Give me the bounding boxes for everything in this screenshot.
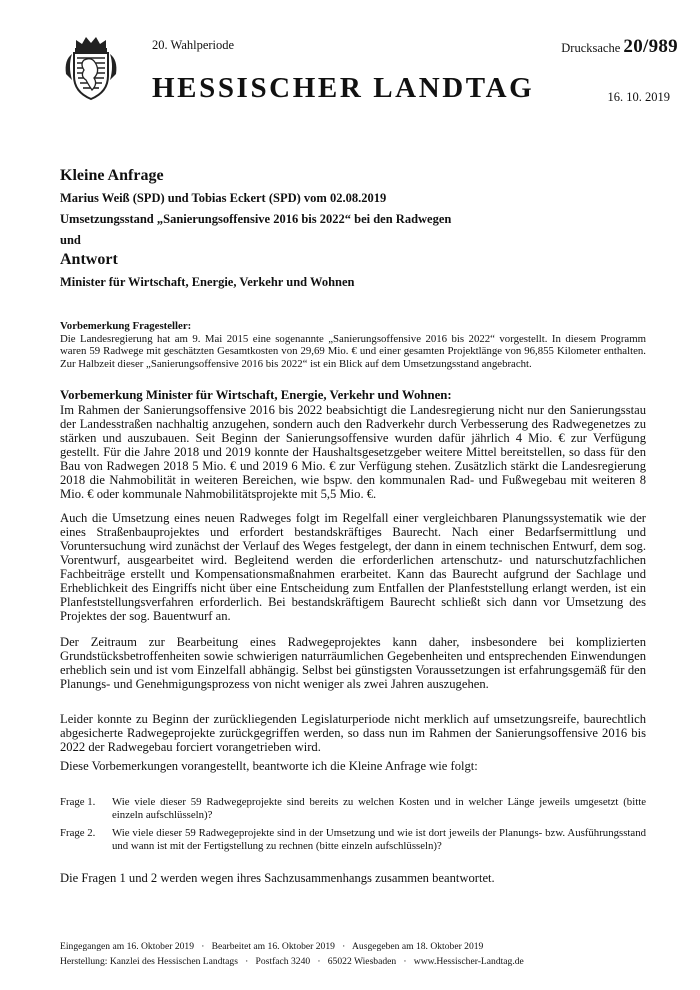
paragraph-4-wrap xyxy=(60,712,646,754)
question-2-text: Wie viele dieser 59 Radwegeprojekte sind in der Umsetzung und wie ist dort jeweils der Planungs- bzw. Ausführungsstand und wann ist mit der Fertigstellung zu rechnen (bitte einzeln aufschlüsseln)? xyxy=(112,827,646,852)
drucksache xyxy=(561,36,678,58)
minister-remark-paragraph-4: Leider konnte zu Beginn der zurückliegenden Legislaturperiode nicht merklich auf umsetzungsreife, baurechtlich abgesicherte Radwegeprojekte zurückgegriffen werden, so dass nun im Rahmen der Sanierungsoffensive 2016 bis 2022 der Radwegebau forciert vorangetrieben wird. xyxy=(60,712,646,755)
minister-remark-paragraph-2: Auch die Umsetzung eines neuen Radweges folgt im Regelfall einer vergleichbaren Planungssystematik wie der eines Straßenbauprojektes und erfordert bestandskräftiges Baurecht. Nach einer Bedarfsermittlung und Voruntersuchung wird zunächst der Verlauf des Weges festgelegt, der dann in einem technischen Entwurf, dem sog. Vorentwurf, ausgearbeitet wird. Begleitend werden die erforderlichen artenschutz- und naturschutzfachlichen Fachbeiträge erstellt und Kompensationsmaßnahmen erarbeitet. Kann das Baurecht aufgrund der Sachlage und Erheblichkeit des Eingriffs nicht über eine Entscheidung zum Entfallen der Planfeststellung erlangt werden, ist ein Planfeststellungsverfahren erforderlich. Bei bestandskräftigem Baurecht schließt sich dann vor Umsetzung des Projektes der sog. Bauentwurf an. xyxy=(60,511,646,624)
question-1-text: Wie viele dieser 59 Radwegeprojekte sind bereits zu welchen Kosten und in welcher Länge jeweils umgesetzt (bitte einzeln aufschlüsseln)? xyxy=(112,796,646,821)
fragesteller-text: Die Landesregierung hat am 9. Mai 2015 eine sogenannte „Sanierungsoffensive 2016 bis 2022“ vorgestellt. In diesem Programm waren 59 Radwege mit geschätzten Gesamtkosten von 29,69 Mio. € und einer gesamten Projektlänge von 96,855 Kilometer enthalten. Zur Halbzeit dieser „Sanierungsoffensive 2016 bis 2022“ ist ein Blick auf dem Umsetzungsstand angebracht. xyxy=(60,332,646,370)
minister-remark-title: Vorbemerkung Minister für Wirtschaft, Energie, Verkehr und Wohnen: xyxy=(60,388,452,402)
minister-remark-paragraph-5: Diese Vorbemerkungen vorangestellt, beantworte ich die Kleine Anfrage wie folgt: xyxy=(60,759,478,773)
minister-remark xyxy=(60,388,646,501)
footer-dates: Eingegangen am 16. Oktober 2019 · Bearbeitet am 16. Oktober 2019 · Ausgegeben am 18. Oktober 2019 xyxy=(60,941,484,952)
document-date: 16. 10. 2019 xyxy=(607,90,670,104)
minister-remark-paragraph-3: Der Zeitraum zur Bearbeitung eines Radwegeprojektes kann daher, insbesondere bei komplizierten Grundstücksbetroffenheiten sowie schwierigen naturräumlichen Gegebenheiten und entsprechenden Einwendungen erheblich sein und ist vom Einzelfall abhängig. Selbst bei günstigsten Voraussetzungen ist erfahrungsgemäß für den Planungs- und Genehmigungsprozess von nicht weniger als zwei Jahren auszugehen. xyxy=(60,635,646,692)
kleine-anfrage-heading: Kleine Anfrage xyxy=(60,167,164,184)
paragraph-3-wrap xyxy=(60,635,646,691)
document-heading xyxy=(60,167,660,296)
question-2-label: Frage 2. xyxy=(60,827,96,839)
authors-line: Marius Weiß (SPD) und Tobias Eckert (SPD) vom 02.08.2019 xyxy=(60,191,387,205)
closing-sentence: Die Fragen 1 und 2 werden wegen ihres Sachzusammenhangs zusammen beantwortet. xyxy=(60,871,495,885)
minister-remark-paragraph-1: Im Rahmen der Sanierungsoffensive 2016 bis 2022 beabsichtigt die Landesregierung nicht nur den Sanierungsstau der Landesstraßen nachhaltig anzugehen, sondern auch den Radverkehr durch Verbesserung des Radwegenetzes zu stärken und auszubauen. Seit Beginn der Sanierungsoffensive wurden dafür jährlich 4 Mio. € zur Verfügung gestellt. Für die Jahre 2018 und 2019 konnte der Haushaltsgesetzgeber weitere Mittel bereitstellen, so dass für den Bau von Radwegen 2018 5 Mio. € und 2019 6 Mio. € zur Verfügung stehen. Zusätzlich stärkt die Landesregierung 2018 die Nahmobilität in weiteren Bereichen, wie bspw. den kommunalen Rad- und Fußwegebau mit weiteren 8 Mio. € oder kommunale Nahmobilitätsprojekte mit 5,5 Mio. €. xyxy=(60,402,646,501)
subject-line: Umsetzungsstand „Sanierungsoffensive 2016 bis 2022“ bei den Radwegen xyxy=(60,212,452,226)
parliament-title: HESSISCHER LANDTAG xyxy=(152,72,535,104)
hesse-coat-of-arms-icon xyxy=(62,34,120,102)
question-1 xyxy=(60,796,646,821)
drucksache-number: 20/989 xyxy=(623,36,678,57)
fragesteller-remark xyxy=(60,320,646,370)
fragesteller-title: Vorbemerkung Fragesteller: xyxy=(60,320,192,332)
footer-publisher: Herstellung: Kanzlei des Hessischen Landtags · Postfach 3240 · 65022 Wiesbaden · www.Hessischer-Landtag.de xyxy=(60,956,524,967)
und-line: und xyxy=(60,233,81,247)
question-1-label: Frage 1. xyxy=(60,796,96,808)
drucksache-label: Drucksache xyxy=(561,41,621,55)
antwort-heading: Antwort xyxy=(60,251,118,268)
legislative-period: 20. Wahlperiode xyxy=(152,38,235,52)
paragraph-2-wrap xyxy=(60,511,646,623)
paragraph-5-wrap xyxy=(60,759,646,773)
minister-line: Minister für Wirtschaft, Energie, Verkehr und Wohnen xyxy=(60,275,355,289)
question-2 xyxy=(60,827,646,852)
